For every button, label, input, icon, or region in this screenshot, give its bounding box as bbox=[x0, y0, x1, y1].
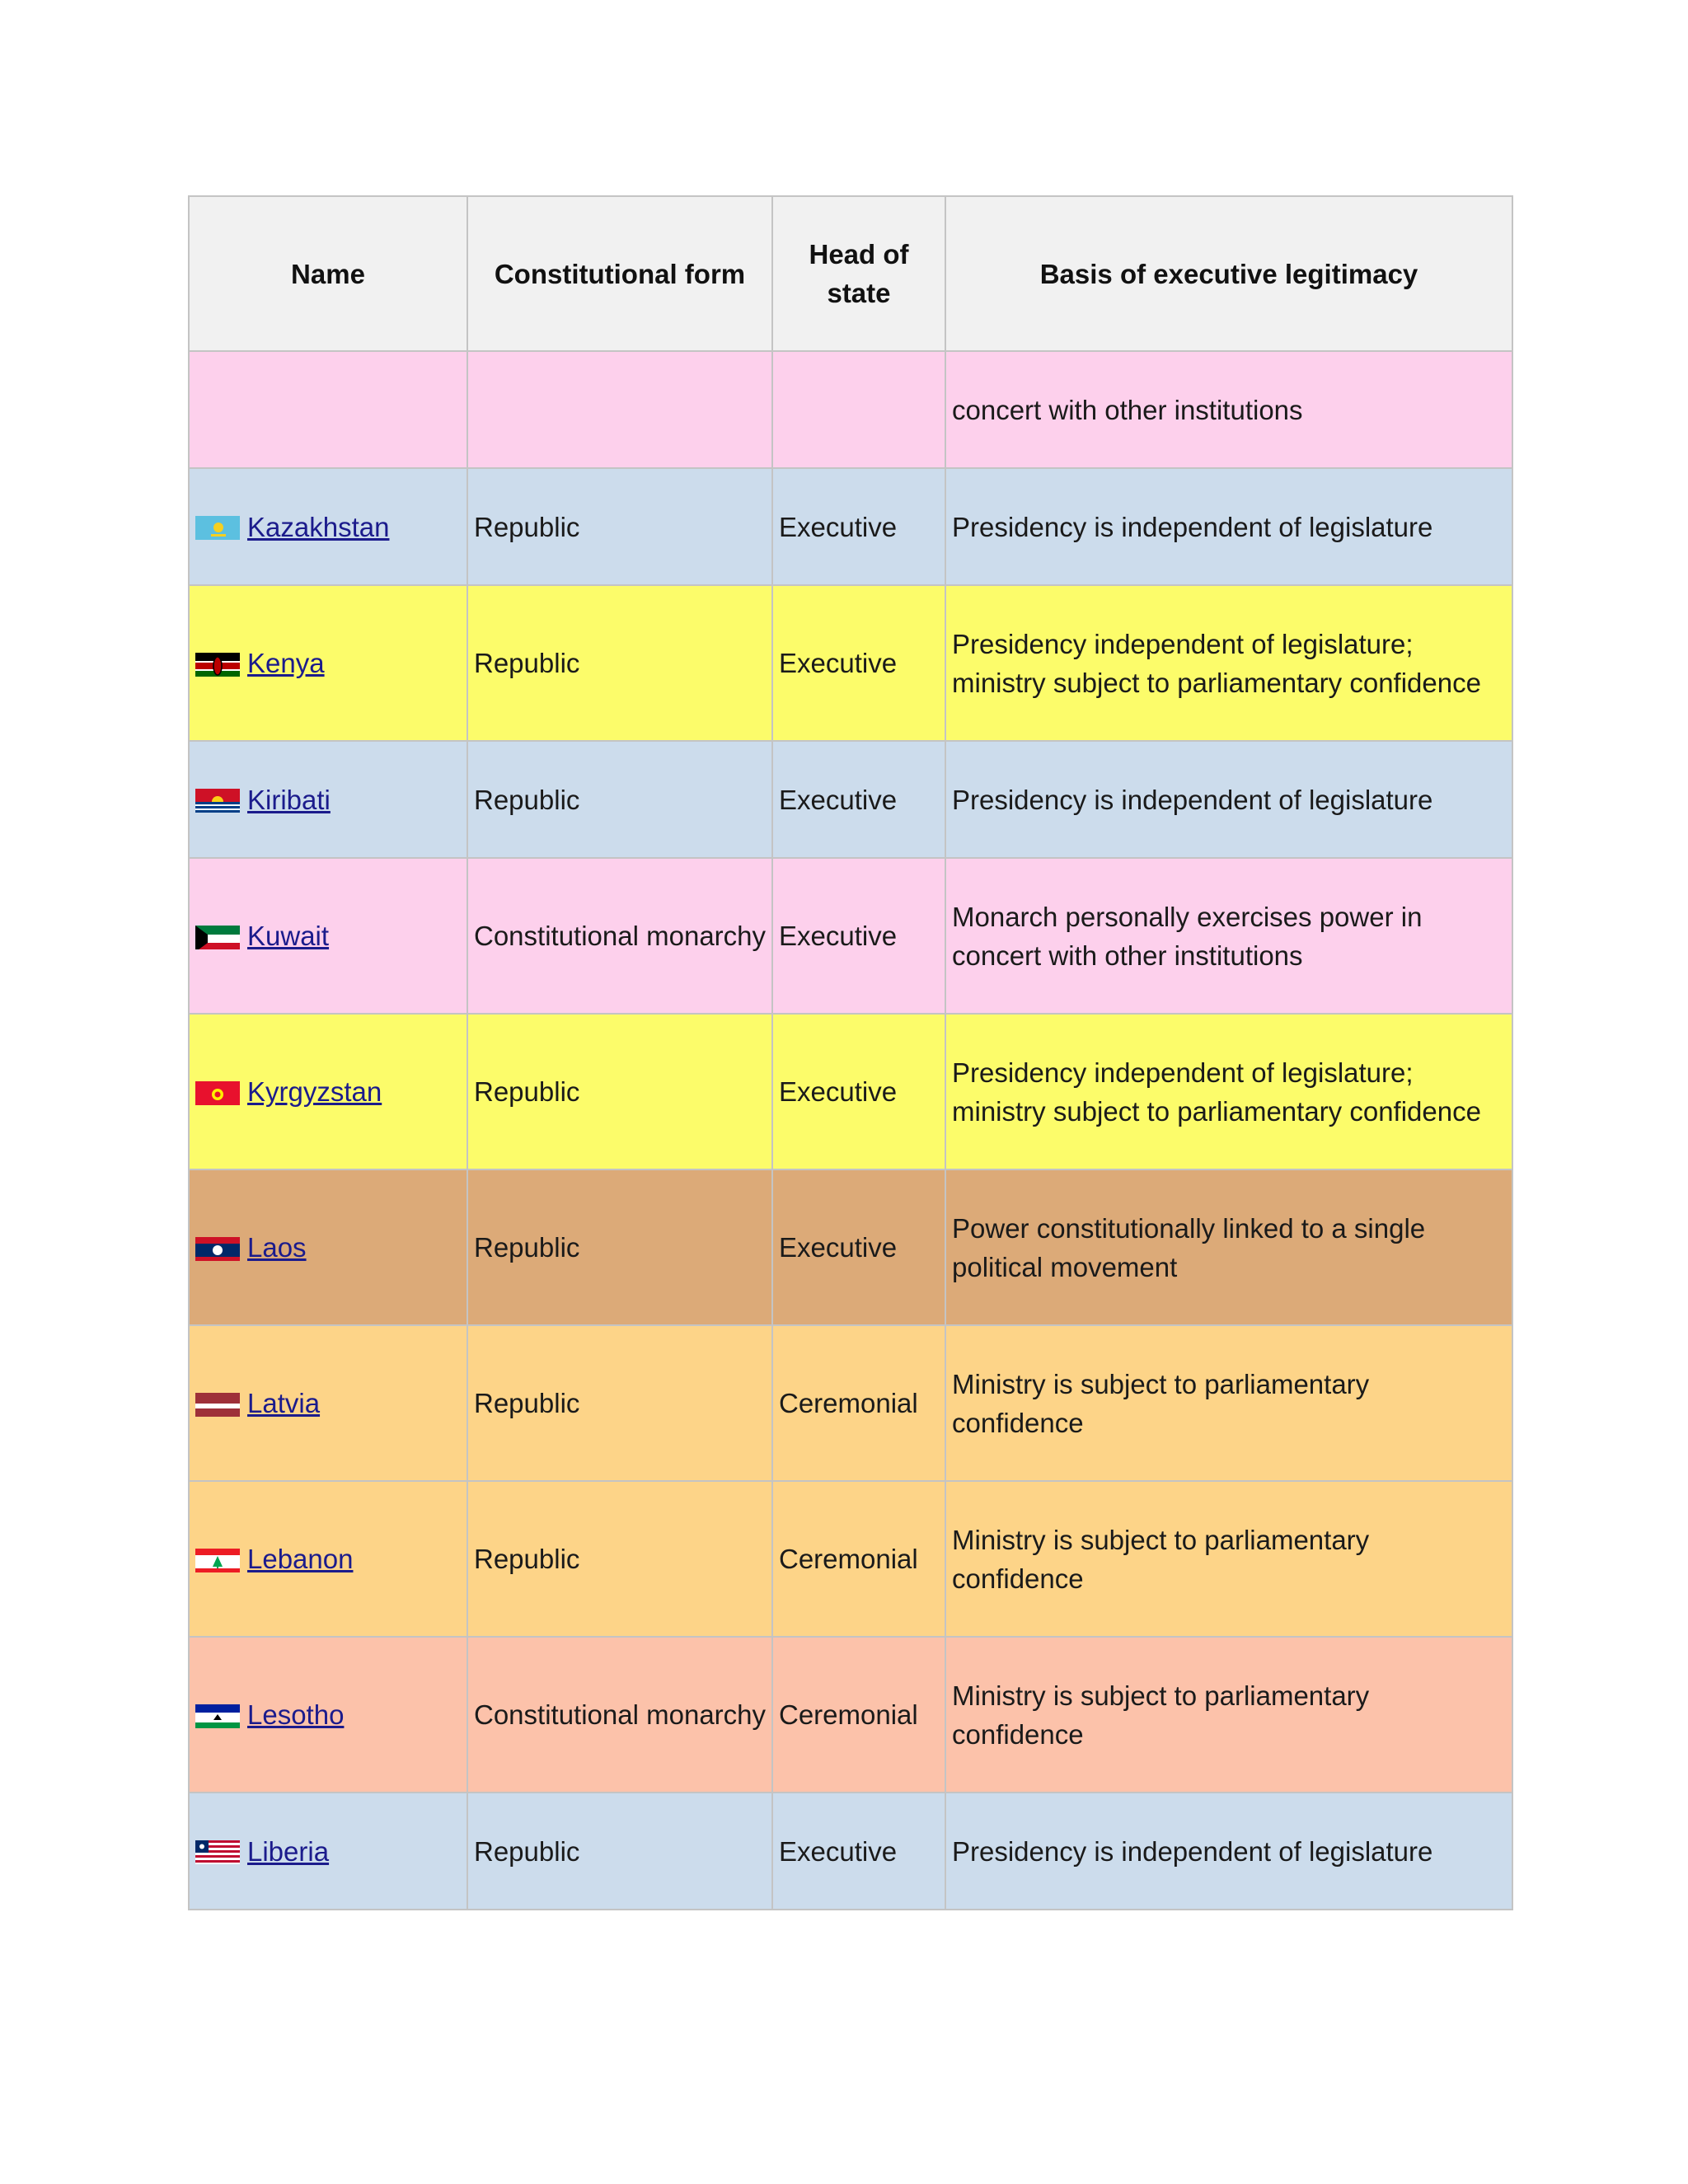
table-row bbox=[189, 1169, 1512, 1325]
form-cell: Constitutional monarchy bbox=[467, 858, 772, 1014]
kazakhstan-flag-icon bbox=[195, 513, 240, 540]
name-cell bbox=[189, 858, 467, 1014]
form-cell: Constitutional monarchy bbox=[467, 1637, 772, 1793]
kenya-flag-icon bbox=[195, 650, 240, 677]
head-cell: Executive bbox=[772, 1793, 945, 1910]
name-cell bbox=[189, 741, 467, 858]
table-row bbox=[189, 1481, 1512, 1637]
form-cell: Republic bbox=[467, 1325, 772, 1481]
form-cell: Republic bbox=[467, 1793, 772, 1910]
governments-table bbox=[188, 195, 1513, 1910]
name-cell bbox=[189, 1793, 467, 1910]
country-name-wrapper bbox=[195, 508, 461, 546]
form-cell: Republic bbox=[467, 741, 772, 858]
head-cell: Executive bbox=[772, 741, 945, 858]
country-link[interactable]: Kuwait bbox=[247, 921, 330, 951]
table-row bbox=[189, 1793, 1512, 1910]
form-cell: Republic bbox=[467, 585, 772, 741]
basis-cell: Presidency is independent of legislature bbox=[945, 741, 1512, 858]
head-cell bbox=[772, 351, 945, 468]
table-row bbox=[189, 585, 1512, 741]
country-name-wrapper bbox=[195, 1540, 461, 1578]
head-cell: Executive bbox=[772, 585, 945, 741]
latvia-flag-icon bbox=[195, 1390, 240, 1417]
country-name-wrapper bbox=[195, 1832, 461, 1871]
name-cell bbox=[189, 1014, 467, 1169]
kuwait-flag-icon bbox=[195, 923, 240, 949]
form-cell: Republic bbox=[467, 1169, 772, 1325]
country-name-wrapper bbox=[195, 780, 461, 819]
country-name-wrapper bbox=[195, 1384, 461, 1422]
country-link[interactable]: Kazakhstan bbox=[247, 511, 390, 542]
head-cell: Ceremonial bbox=[772, 1637, 945, 1793]
form-cell: Republic bbox=[467, 468, 772, 585]
lesotho-flag-icon bbox=[195, 1702, 240, 1728]
basis-cell: Presidency independent of legislature; ministry subject to parliamentary confidence bbox=[945, 1014, 1512, 1169]
basis-cell: Ministry is subject to parliamentary confidence bbox=[945, 1481, 1512, 1637]
country-link[interactable]: Lebanon bbox=[247, 1544, 354, 1574]
name-cell bbox=[189, 1169, 467, 1325]
country-name-wrapper bbox=[195, 916, 461, 955]
header-constitutional-form: Constitutional form bbox=[467, 196, 772, 351]
table-row bbox=[189, 1014, 1512, 1169]
basis-cell: Power constitutionally linked to a single political movement bbox=[945, 1169, 1512, 1325]
form-cell: Republic bbox=[467, 1481, 772, 1637]
basis-cell: Ministry is subject to parliamentary confidence bbox=[945, 1637, 1512, 1793]
basis-cell: Presidency independent of legislature; ministry subject to parliamentary confidence bbox=[945, 585, 1512, 741]
country-link[interactable]: Kiribati bbox=[247, 784, 331, 815]
head-cell: Ceremonial bbox=[772, 1481, 945, 1637]
head-cell: Ceremonial bbox=[772, 1325, 945, 1481]
header-row bbox=[189, 196, 1512, 351]
name-cell bbox=[189, 351, 467, 468]
head-cell: Executive bbox=[772, 858, 945, 1014]
head-cell: Executive bbox=[772, 1169, 945, 1325]
head-cell: Executive bbox=[772, 1014, 945, 1169]
country-name-wrapper bbox=[195, 1695, 461, 1734]
basis-cell: Monarch personally exercises power in concert with other institutions bbox=[945, 858, 1512, 1014]
table-row bbox=[189, 741, 1512, 858]
form-cell: Republic bbox=[467, 1014, 772, 1169]
country-link[interactable]: Laos bbox=[247, 1232, 307, 1263]
name-cell bbox=[189, 1325, 467, 1481]
country-name-wrapper bbox=[195, 1228, 461, 1267]
table-row bbox=[189, 468, 1512, 585]
name-cell bbox=[189, 1481, 467, 1637]
basis-cell: Ministry is subject to parliamentary confidence bbox=[945, 1325, 1512, 1481]
table-row bbox=[189, 858, 1512, 1014]
liberia-flag-icon bbox=[195, 1838, 240, 1864]
country-link[interactable]: Latvia bbox=[247, 1388, 321, 1418]
basis-cell: concert with other institutions bbox=[945, 351, 1512, 468]
form-cell bbox=[467, 351, 772, 468]
country-link[interactable]: Kyrgyzstan bbox=[247, 1076, 382, 1107]
kiribati-flag-icon bbox=[195, 786, 240, 813]
continued-row bbox=[189, 351, 1512, 468]
name-cell bbox=[189, 585, 467, 741]
header-basis: Basis of executive legitimacy bbox=[945, 196, 1512, 351]
header-name: Name bbox=[189, 196, 467, 351]
country-link[interactable]: Kenya bbox=[247, 648, 325, 678]
table-row bbox=[189, 1325, 1512, 1481]
country-name-wrapper bbox=[195, 644, 461, 682]
laos-flag-icon bbox=[195, 1235, 240, 1261]
header-head-of-state: Head of state bbox=[772, 196, 945, 351]
kyrgyzstan-flag-icon bbox=[195, 1079, 240, 1105]
basis-cell: Presidency is independent of legislature bbox=[945, 468, 1512, 585]
basis-cell: Presidency is independent of legislature bbox=[945, 1793, 1512, 1910]
head-cell: Executive bbox=[772, 468, 945, 585]
name-cell bbox=[189, 1637, 467, 1793]
country-link[interactable]: Liberia bbox=[247, 1835, 330, 1867]
table-row bbox=[189, 1637, 1512, 1793]
name-cell bbox=[189, 468, 467, 585]
country-link[interactable]: Lesotho bbox=[247, 1699, 345, 1730]
lebanon-flag-icon bbox=[195, 1546, 240, 1572]
country-name-wrapper bbox=[195, 1072, 461, 1111]
